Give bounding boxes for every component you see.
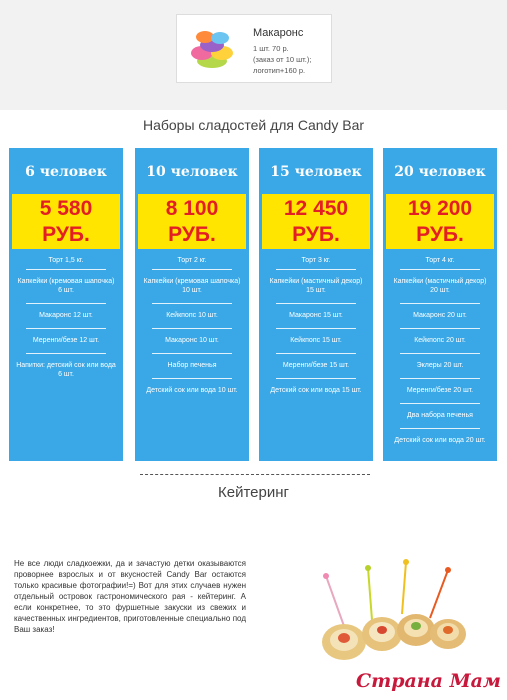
package-15-people[interactable] [259, 148, 373, 461]
divider [400, 428, 480, 429]
divider [400, 269, 480, 270]
list-item: Капкейки (кремовая шапочка) 6 шт. [17, 278, 115, 294]
macaron-product-card[interactable] [176, 14, 332, 83]
divider [152, 353, 232, 354]
list-item: Два набора печенья [407, 412, 473, 419]
divider [276, 303, 356, 304]
list-item: Макаронс 10 шт. [165, 337, 219, 344]
package-20-people[interactable] [383, 148, 497, 461]
divider [400, 403, 480, 404]
divider [400, 303, 480, 304]
package-people: 15 человек [270, 164, 362, 180]
divider [26, 303, 106, 304]
macaron-price-line: 1 шт. 70 р. [253, 44, 289, 53]
catering-description: Не все люди сладкоежки, да и зачастую детки оказываются проворнее взрослых и от вкусностей Candy Bar остаются только красивые фотографии!=) Вот для этих случаев нужен отдельный островок гастрономического рая - кейтеринг. А если конкретнее, то это фуршетные закуски из свежих и качественных ингредиентов, приготовленные специально под Ваш заказ! [14, 559, 246, 634]
package-price [386, 194, 494, 249]
package-price [12, 194, 120, 249]
divider [276, 269, 356, 270]
list-item: Кейкпопс 20 шт. [414, 337, 466, 344]
macaron-title: Макаронс [253, 27, 304, 39]
catering-food-image [298, 556, 498, 676]
price-currency: РУБ. [42, 223, 90, 246]
list-item: Меренги/безе 20 шт. [406, 387, 474, 394]
list-item: Торт 3 кг. [301, 257, 331, 264]
package-items [135, 256, 249, 403]
divider [400, 378, 480, 379]
list-item: Кейкпопс 10 шт. [166, 312, 218, 319]
list-item: Детский сок или вода 15 шт. [270, 387, 362, 394]
macaron-order-line: (заказ от 10 шт.); [253, 55, 312, 64]
list-item: Макаронс 20 шт. [413, 312, 467, 319]
divider [152, 269, 232, 270]
divider [276, 328, 356, 329]
price-amount: 19 200 [407, 197, 473, 220]
divider [26, 269, 106, 270]
price-currency: РУБ. [168, 223, 216, 246]
package-price [138, 194, 246, 249]
catering-title: Кейтеринг [218, 484, 289, 501]
list-item: Напитки: детский сок или вода 6 шт. [16, 362, 116, 378]
divider [152, 378, 232, 379]
list-item: Торт 2 кг. [177, 257, 207, 264]
divider [152, 303, 232, 304]
divider [26, 353, 106, 354]
list-item: Меренги/безе 12 шт. [32, 337, 100, 344]
site-watermark: Страна Мам [355, 670, 501, 692]
divider [276, 378, 356, 379]
list-item: Макаронс 12 шт. [39, 312, 93, 319]
price-amount: 8 100 [165, 197, 219, 220]
list-item: Торт 1,5 кг. [48, 257, 84, 264]
package-items [9, 256, 123, 387]
package-items [383, 256, 497, 453]
list-item: Кейкпопс 15 шт. [290, 337, 342, 344]
package-people: 20 человек [394, 164, 486, 180]
package-10-people[interactable] [135, 148, 249, 461]
package-price [262, 194, 370, 249]
list-item: Капкейки (мастичный декор) 15 шт. [269, 278, 363, 294]
list-item: Капкейки (мастичный декор) 20 шт. [393, 278, 487, 294]
section-divider [140, 474, 370, 475]
divider [400, 353, 480, 354]
price-amount: 5 580 [39, 197, 93, 220]
package-items [259, 256, 373, 403]
list-item: Макаронс 15 шт. [289, 312, 343, 319]
list-item: Эклеры 20 шт. [416, 362, 464, 369]
package-people: 10 человек [146, 164, 238, 180]
divider [26, 328, 106, 329]
list-item: Меренги/безе 15 шт. [282, 362, 350, 369]
macaron-logo-line: логотип+160 р. [253, 66, 306, 75]
sets-title: Наборы сладостей для Candy Bar [142, 117, 365, 133]
package-people: 6 человек [25, 164, 107, 180]
list-item: Торт 4 кг. [425, 257, 455, 264]
divider [152, 328, 232, 329]
list-item: Набор печенья [167, 362, 217, 369]
package-6-people[interactable] [9, 148, 123, 461]
list-item: Детский сок или вода 20 шт. [394, 437, 486, 444]
list-item: Детский сок или вода 10 шт. [146, 387, 238, 394]
divider [276, 353, 356, 354]
macaron-image [187, 25, 237, 73]
price-amount: 12 450 [283, 197, 349, 220]
list-item: Капкейки (кремовая шапочка) 10 шт. [143, 278, 241, 294]
price-currency: РУБ. [292, 223, 340, 246]
divider [400, 328, 480, 329]
price-currency: РУБ. [416, 223, 464, 246]
